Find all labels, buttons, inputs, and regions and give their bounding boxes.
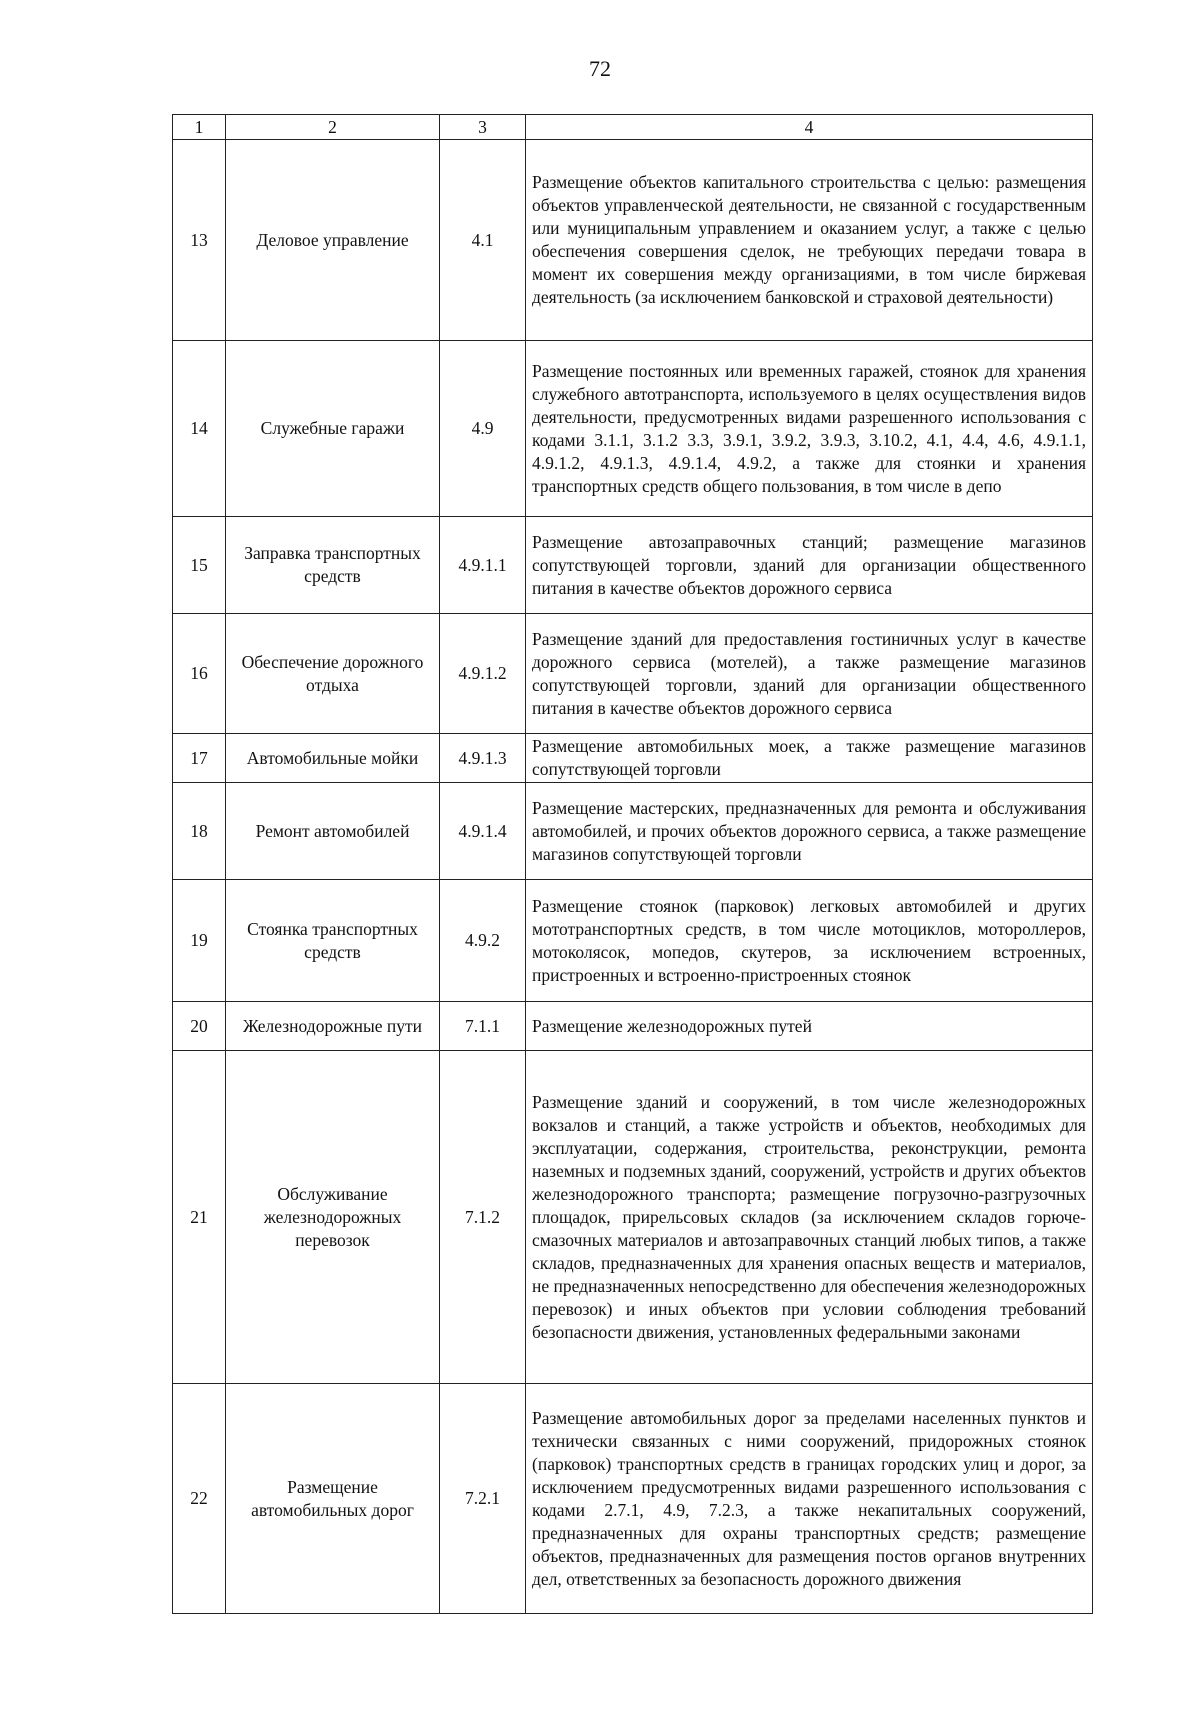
use-code: 7.1.1	[440, 1002, 526, 1051]
header-col-2: 2	[226, 115, 440, 140]
use-code: 4.9.1.1	[440, 517, 526, 614]
table-row	[173, 1384, 1093, 1614]
table-row	[173, 140, 1093, 341]
table-row	[173, 734, 1093, 783]
row-number: 21	[173, 1051, 226, 1384]
table-row	[173, 1051, 1093, 1384]
use-name: Ремонт автомобилей	[226, 783, 440, 880]
page-number: 72	[589, 56, 611, 81]
use-code: 4.9	[440, 341, 526, 517]
row-number: 13	[173, 140, 226, 341]
use-description: Размещение автозаправочных станций; размещение магазинов сопутствующей торговли, зданий для организации общественного питания в качестве объектов дорожного сервиса	[526, 517, 1093, 614]
table-header-row	[173, 115, 1093, 140]
row-number: 18	[173, 783, 226, 880]
row-number: 20	[173, 1002, 226, 1051]
table-row	[173, 783, 1093, 880]
use-description: Размещение автомобильных дорог за пределами населенных пунктов и технически связанных с ними сооружений, придорожных стоянок (парковок) транспортных средств в границах городских улиц и дорог, за исключением предусмотренных видами разрешенного использования с кодами 2.7.1, 4.9, 7.2.3, а также некапитальных сооружений, предназначенных для охраны транспортных средств; размещение объектов, предназначенных для размещения постов органов внутренних дел, ответственных за безопасность дорожного движения	[526, 1384, 1093, 1614]
table-row	[173, 341, 1093, 517]
land-use-table	[172, 114, 1093, 1614]
use-name: Обслуживание железнодорожных перевозок	[226, 1051, 440, 1384]
use-name: Размещение автомобильных дорог	[226, 1384, 440, 1614]
use-description: Размещение мастерских, предназначенных для ремонта и обслуживания автомобилей, и прочих объектов дорожного сервиса, а также размещение магазинов сопутствующей торговли	[526, 783, 1093, 880]
use-name: Деловое управление	[226, 140, 440, 341]
use-code: 4.9.1.3	[440, 734, 526, 783]
row-number: 19	[173, 880, 226, 1002]
row-number: 15	[173, 517, 226, 614]
row-number: 22	[173, 1384, 226, 1614]
use-description: Размещение автомобильных моек, а также размещение магазинов сопутствующей торговли	[526, 734, 1093, 783]
use-name: Заправка транспортных средств	[226, 517, 440, 614]
use-code: 4.9.2	[440, 880, 526, 1002]
header-col-1: 1	[173, 115, 226, 140]
use-code: 7.2.1	[440, 1384, 526, 1614]
use-description: Размещение зданий и сооружений, в том числе железнодорожных вокзалов и станций, а также устройств и объектов, необходимых для эксплуатации, содержания, строительства, реконструкции, ремонта наземных и подземных зданий, сооружений, устройств и других объектов железнодорожного транспорта; размещение погрузочно-разгрузочных площадок, прирельсовых складов (за исключением складов горюче-смазочных материалов и автозаправочных станций любых типов, а также складов, предназначенных для хранения опасных веществ и материалов, не предназначенных непосредственно для обеспечения железнодорожных перевозок) и иных объектов при условии соблюдения требований безопасности движения, установленных федеральными законами	[526, 1051, 1093, 1384]
use-code: 4.1	[440, 140, 526, 341]
row-number: 17	[173, 734, 226, 783]
use-name: Обеспечение дорожного отдыха	[226, 614, 440, 734]
use-code: 7.1.2	[440, 1051, 526, 1384]
table-row	[173, 614, 1093, 734]
use-code: 4.9.1.2	[440, 614, 526, 734]
row-number: 14	[173, 341, 226, 517]
use-description: Размещение зданий для предоставления гостиничных услуг в качестве дорожного сервиса (мотелей), а также размещение магазинов сопутствующей торговли, зданий для организации общественного питания в качестве объектов дорожного сервиса	[526, 614, 1093, 734]
use-name: Служебные гаражи	[226, 341, 440, 517]
row-number: 16	[173, 614, 226, 734]
header-col-3: 3	[440, 115, 526, 140]
use-name: Железнодорожные пути	[226, 1002, 440, 1051]
use-description: Размещение постоянных или временных гаражей, стоянок для хранения служебного автотранспорта, используемого в целях осуществления видов деятельности, предусмотренных видами разрешенного использования с кодами 3.1.1, 3.1.2 3.3, 3.9.1, 3.9.2, 3.9.3, 3.10.2, 4.1, 4.4, 4.6, 4.9.1.1, 4.9.1.2, 4.9.1.3, 4.9.1.4, 4.9.2, а также для стоянки и хранения транспортных средств общего пользования, в том числе в депо	[526, 341, 1093, 517]
use-description: Размещение железнодорожных путей	[526, 1002, 1093, 1051]
header-col-4: 4	[526, 115, 1093, 140]
use-description: Размещение объектов капитального строительства с целью: размещения объектов управленческой деятельности, не связанной с государственным или муниципальным управлением и оказанием услуг, а также с целью обеспечения совершения сделок, не требующих передачи товара в момент их совершения между организациями, в том числе биржевая деятельность (за исключением банковской и страховой деятельности)	[526, 140, 1093, 341]
table-row	[173, 517, 1093, 614]
use-description: Размещение стоянок (парковок) легковых автомобилей и других мототранспортных средств, в том числе мотоциклов, мотороллеров, мотоколясок, мопедов, скутеров, за исключением встроенных, пристроенных и встроенно-пристроенных стоянок	[526, 880, 1093, 1002]
use-code: 4.9.1.4	[440, 783, 526, 880]
use-name: Стоянка транспортных средств	[226, 880, 440, 1002]
use-name: Автомобильные мойки	[226, 734, 440, 783]
table-row	[173, 1002, 1093, 1051]
table-row	[173, 880, 1093, 1002]
